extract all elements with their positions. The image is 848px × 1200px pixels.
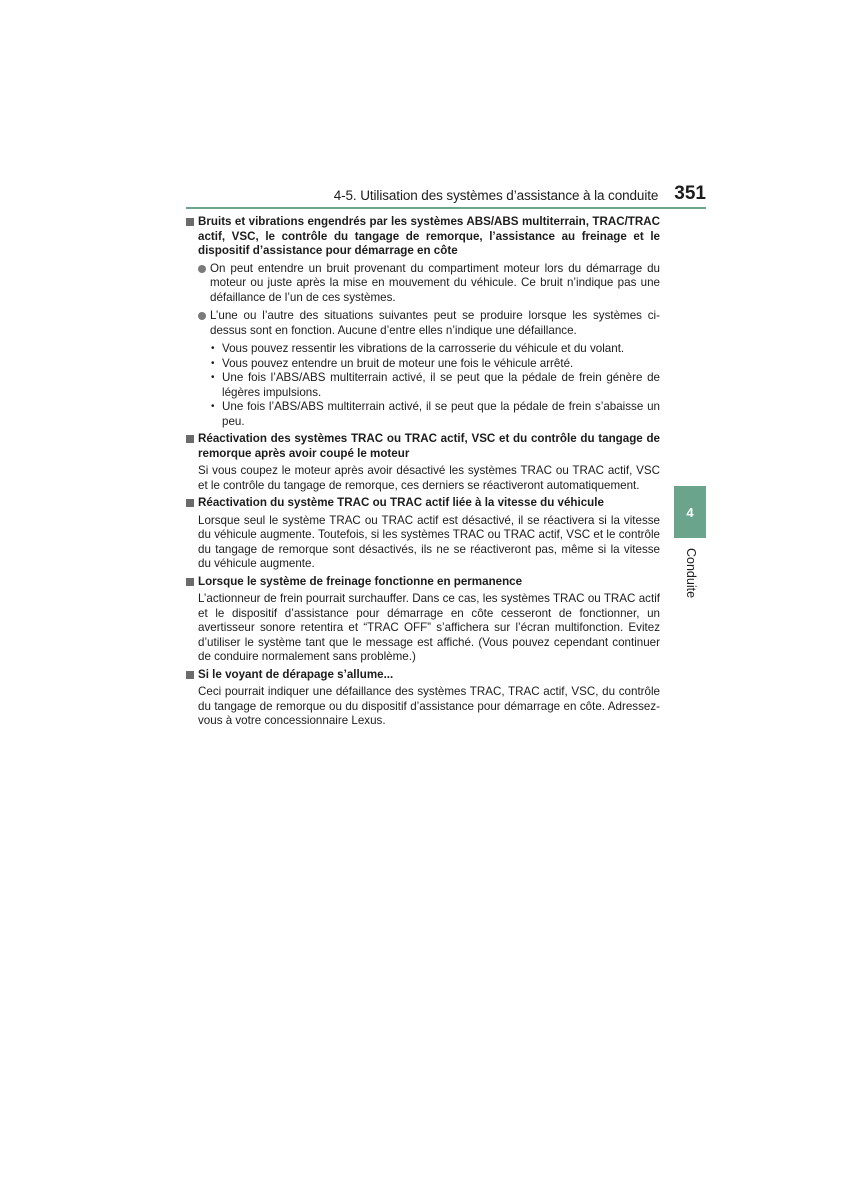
square-bullet-icon <box>186 499 194 507</box>
chapter-tab-label: Conduite <box>684 548 698 599</box>
sub-list-item-text: Vous pouvez entendre un bruit de moteur une fois le véhicule arrêté. <box>222 356 574 370</box>
section-body: Si vous coupez le moteur après avoir désactivé les systèmes TRAC ou TRAC actif, VSC et le contrôle du tangage de remorque, ces derniers se réactiveront automatiquement. <box>198 464 660 492</box>
square-bullet-icon <box>186 435 194 443</box>
dot-bullet-icon: • <box>211 343 215 354</box>
page-content <box>186 215 660 732</box>
chapter-tab-number: 4 <box>686 504 694 520</box>
section-heading <box>186 432 660 461</box>
list-item <box>186 262 660 306</box>
section-heading-text: Réactivation des systèmes TRAC ou TRAC actif, VSC et du contrôle du tangage de remorque après avoir coupé le moteur <box>198 432 660 460</box>
section-body: L’actionneur de frein pourrait surchauffer. Dans ce cas, les systèmes TRAC ou TRAC actif et le dispositif d’assistance pour démarrage en côte cesseront de fonctionner, un avertisseur sonore retentira et “TRAC OFF” s’affichera sur l’écran multifonction. Evitez d’utiliser le système tant que le message est affiché. (Vous pouvez cependant continuer de conduire normalement sans problème.) <box>198 592 660 663</box>
section-body: Lorsque seul le système TRAC ou TRAC actif est désactivé, il se réactivera si la vitesse du véhicule augmente. Toutefois, si les systèmes TRAC ou TRAC actif, VSC et le contrôle du tangage de remorque sont désactivés, ils ne se réactiveront pas, même si la vitesse du véhicule augmente. <box>198 513 660 570</box>
dot-bullet-icon: • <box>211 401 215 412</box>
circle-bullet-icon <box>198 265 206 273</box>
sub-list-item <box>186 400 660 429</box>
circle-bullet-icon <box>198 312 206 320</box>
list-item-text: On peut entendre un bruit provenant du compartiment moteur lors du démarrage du moteur ou juste après la mise en mouvement du véhicule. Ce bruit n’indique pas une défaillance de l’un de ces systèmes. <box>210 261 660 304</box>
list-item-text: L’une ou l’autre des situations suivantes peut se produire lorsque les systèmes ci-dessus sont en fonction. Aucune d’entre elles n’indique une défaillance. <box>210 309 660 337</box>
dot-bullet-icon: • <box>211 357 215 369</box>
page-header <box>186 178 706 206</box>
sub-list-item-text: Une fois l’ABS/ABS multiterrain activé, il se peut que la pédale de frein génère de légères impulsions. <box>222 371 660 399</box>
section-body: Ceci pourrait indiquer une défaillance des systèmes TRAC, TRAC actif, VSC, du contrôle du tangage de remorque ou du dispositif d’assistance pour démarrage en côte. Adressez-vous à votre concessionnaire Lexus. <box>198 685 660 727</box>
list-item <box>186 309 660 338</box>
header-divider <box>186 207 706 209</box>
section-heading-text: Réactivation du système TRAC ou TRAC actif liée à la vitesse du véhicule <box>198 496 604 509</box>
sub-list-item-text: Une fois l’ABS/ABS multiterrain activé, il se peut que la pédale de frein s’abaisse un peu. <box>222 400 660 428</box>
section-heading <box>186 668 660 683</box>
section-heading <box>186 496 660 511</box>
sub-list-item-text: Vous pouvez ressentir les vibrations de la carrosserie du véhicule et du volant. <box>222 342 625 355</box>
section-heading-text: Bruits et vibrations engendrés par les systèmes ABS/ABS multiterrain, TRAC/TRAC actif, VSC, le contrôle du tangage de remorque, l’assistance au freinage et le dispositif d’assistance pour démarrage en côte <box>198 215 660 257</box>
page-number: 351 <box>674 183 706 204</box>
square-bullet-icon <box>186 218 194 226</box>
sub-list-item <box>186 357 660 372</box>
chapter-title: 4-5. Utilisation des systèmes d’assistance à la conduite <box>333 188 659 203</box>
square-bullet-icon <box>186 671 194 679</box>
sub-list-item <box>186 342 660 357</box>
chapter-tab <box>674 486 706 538</box>
sub-list-item <box>186 371 660 400</box>
section-heading <box>186 575 660 590</box>
section-heading-text: Si le voyant de dérapage s’allume... <box>198 667 394 681</box>
section-heading-text: Lorsque le système de freinage fonctionne en permanence <box>198 574 523 588</box>
square-bullet-icon <box>186 578 194 586</box>
dot-bullet-icon: • <box>211 372 215 383</box>
sub-list <box>186 342 660 429</box>
section-heading <box>186 215 660 259</box>
